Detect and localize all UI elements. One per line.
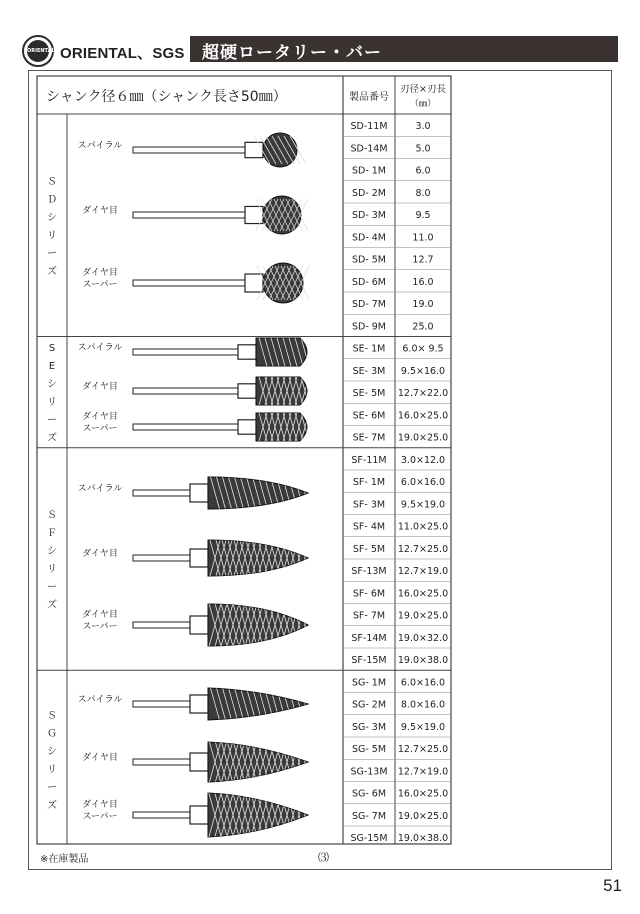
product-code: SE- 5M	[352, 388, 386, 399]
series-label-char: E	[48, 361, 56, 373]
product-code: SE- 6M	[352, 410, 386, 422]
product-code: SG- 5M	[351, 744, 387, 755]
product-dimensions: 19.0×25.0	[397, 432, 449, 444]
product-dimensions: 16.0×25.0	[397, 788, 449, 800]
product-code: SF- 4M	[352, 521, 386, 533]
product-code: SE- 7M	[352, 432, 386, 444]
series-label-char: Ｓ	[47, 176, 57, 188]
stock-note: ※在庫製品	[40, 854, 89, 865]
product-dimensions: 9.5	[415, 210, 431, 221]
series-label-char: ー	[47, 582, 57, 593]
product-dimensions: 19.0	[412, 299, 434, 310]
product-dimensions: 19.0×38.0	[397, 655, 449, 666]
series-label-char: ズ	[47, 600, 57, 611]
page-code: ⑶	[318, 851, 329, 864]
product-dimensions: 8.0	[415, 187, 431, 199]
cut-type-label: ダイヤ目	[82, 382, 118, 392]
rotary-burr-illustration	[133, 600, 348, 650]
product-dimensions: 16.0×25.0	[397, 588, 449, 600]
product-dimensions: 11.0	[412, 232, 434, 244]
cut-type-label: ダイヤ目	[82, 549, 118, 559]
product-code: SF-11M	[351, 454, 387, 466]
product-dimensions: 12.7	[412, 254, 434, 266]
series-label-char: ズ	[47, 800, 57, 812]
product-code: SG- 1M	[351, 677, 387, 689]
logo-mark: ORIENTAL	[27, 40, 49, 62]
series-label-char: Ｓ	[47, 510, 57, 521]
product-code: SD- 4M	[351, 232, 387, 244]
series-label-char: ズ	[47, 266, 57, 278]
product-dimensions: 11.0×25.0	[397, 521, 449, 533]
series-label-char: シ	[47, 746, 57, 758]
cut-type-label: ダイヤ目	[82, 268, 118, 278]
product-dimensions: 19.0×38.0	[397, 833, 449, 844]
product-code: SD- 6M	[351, 276, 387, 288]
cut-type-label: スーパー	[82, 424, 118, 434]
page-number: 51	[603, 876, 622, 895]
cut-type-label: スパイラル	[77, 484, 123, 494]
series-label-char: ー	[47, 248, 57, 260]
rotary-burr-illustration	[133, 790, 348, 840]
product-code: SF- 6M	[352, 588, 386, 600]
col-dims-unit: （㎜）	[410, 99, 436, 109]
series-label-char: ー	[47, 415, 57, 427]
product-dimensions: 9.5×19.0	[400, 721, 446, 733]
product-code: SG- 2M	[351, 699, 387, 711]
product-dimensions: 25.0	[412, 321, 434, 333]
product-code: SG- 7M	[351, 810, 387, 822]
rotary-burr-illustration	[133, 737, 348, 787]
product-dimensions: 12.7×22.0	[397, 388, 449, 399]
cut-type-label: スーパー	[82, 280, 118, 290]
product-code: SE- 1M	[352, 343, 386, 355]
cut-type-label: ダイヤ目	[82, 610, 118, 620]
product-dimensions: 8.0×16.0	[400, 699, 446, 711]
product-code: SD-11M	[350, 121, 388, 132]
product-code: SD- 7M	[351, 299, 387, 310]
product-code: SD- 3M	[351, 210, 387, 221]
col-dims-header: 刃径×刃長	[400, 84, 446, 95]
product-code: SF- 5M	[352, 543, 386, 555]
product-dimensions: 3.0×12.0	[400, 454, 446, 466]
product-code: SG-15M	[350, 833, 388, 844]
product-code: SG- 3M	[351, 721, 387, 733]
cut-type-label: スーパー	[82, 622, 118, 632]
product-dimensions: 12.7×19.0	[397, 566, 449, 577]
shank-label: シャンク径６㎜（シャンク長さ50㎜）	[46, 89, 287, 105]
page-title: 超硬ロータリー・バー	[202, 43, 382, 63]
product-dimensions: 6.0×16.0	[400, 677, 446, 689]
rotary-burr-illustration	[133, 533, 348, 583]
series-label-char: リ	[47, 764, 57, 776]
rotary-burr-illustration	[133, 196, 308, 234]
product-code: SE- 3M	[352, 365, 386, 377]
product-dimensions: 5.0	[415, 143, 431, 155]
product-dimensions: 6.0× 9.5	[402, 343, 444, 355]
product-dimensions: 6.0	[415, 165, 431, 177]
product-dimensions: 16.0	[412, 276, 434, 288]
series-label-char: リ	[47, 230, 57, 242]
product-code: SF- 3M	[352, 499, 386, 511]
product-dimensions: 16.0×25.0	[397, 410, 449, 422]
product-code: SD- 2M	[351, 187, 387, 199]
product-dimensions: 19.0×25.0	[397, 610, 449, 622]
product-dimensions: 9.5×16.0	[400, 365, 446, 377]
series-label-char: ズ	[47, 433, 57, 445]
product-dimensions: 12.7×25.0	[397, 744, 449, 755]
series-label-char: Ｓ	[47, 710, 57, 722]
product-code: SD- 5M	[351, 254, 387, 266]
series-label-char: シ	[47, 212, 57, 224]
product-code: SD- 1M	[351, 165, 387, 177]
product-code: SG-13M	[350, 766, 388, 778]
product-code: SF-15M	[351, 655, 387, 666]
series-label-char: S	[48, 343, 56, 355]
product-code: SF-13M	[351, 566, 387, 577]
product-code: SD- 9M	[351, 321, 387, 333]
series-label-char: シ	[47, 546, 57, 557]
product-code: SF-14M	[351, 632, 387, 644]
cut-type-label: ダイヤ目	[82, 412, 118, 422]
series-label-char: Ｇ	[47, 728, 57, 740]
cut-type-label: スパイラル	[77, 695, 123, 705]
product-dimensions: 6.0×16.0	[400, 477, 446, 488]
product-code: SD-14M	[350, 143, 388, 155]
series-label-char: リ	[47, 564, 57, 575]
product-dimensions: 19.0×32.0	[397, 632, 449, 644]
product-dimensions: 12.7×19.0	[397, 766, 449, 778]
series-label-char: ー	[47, 782, 57, 794]
product-code: SF- 7M	[352, 610, 386, 622]
col-product-header: 製品番号	[349, 92, 389, 103]
brand-name: ORIENTAL、SGS	[60, 45, 185, 62]
product-dimensions: 12.7×25.0	[397, 543, 449, 555]
rotary-burr-illustration	[133, 133, 306, 167]
product-code: SF- 1M	[352, 477, 386, 488]
rotary-burr-illustration	[133, 679, 348, 729]
cut-type-label: ダイヤ目	[82, 800, 118, 810]
product-code: SG- 6M	[351, 788, 387, 800]
cut-type-label: スパイラル	[77, 343, 123, 353]
cut-type-label: ダイヤ目	[82, 753, 118, 763]
series-label-char: Ｆ	[47, 528, 57, 539]
product-dimensions: 3.0	[415, 121, 431, 132]
product-dimensions: 19.0×25.0	[397, 810, 449, 822]
rotary-burr-illustration	[133, 468, 348, 518]
product-dimensions: 9.5×19.0	[400, 499, 446, 511]
cut-type-label: ダイヤ目	[82, 206, 118, 216]
series-label-char: Ｄ	[47, 194, 57, 206]
rotary-burr-illustration	[133, 263, 309, 303]
cut-type-label: スパイラル	[77, 141, 123, 151]
series-label-char: リ	[47, 397, 57, 409]
cut-type-label: スーパー	[82, 812, 118, 822]
series-label-char: シ	[47, 379, 57, 391]
